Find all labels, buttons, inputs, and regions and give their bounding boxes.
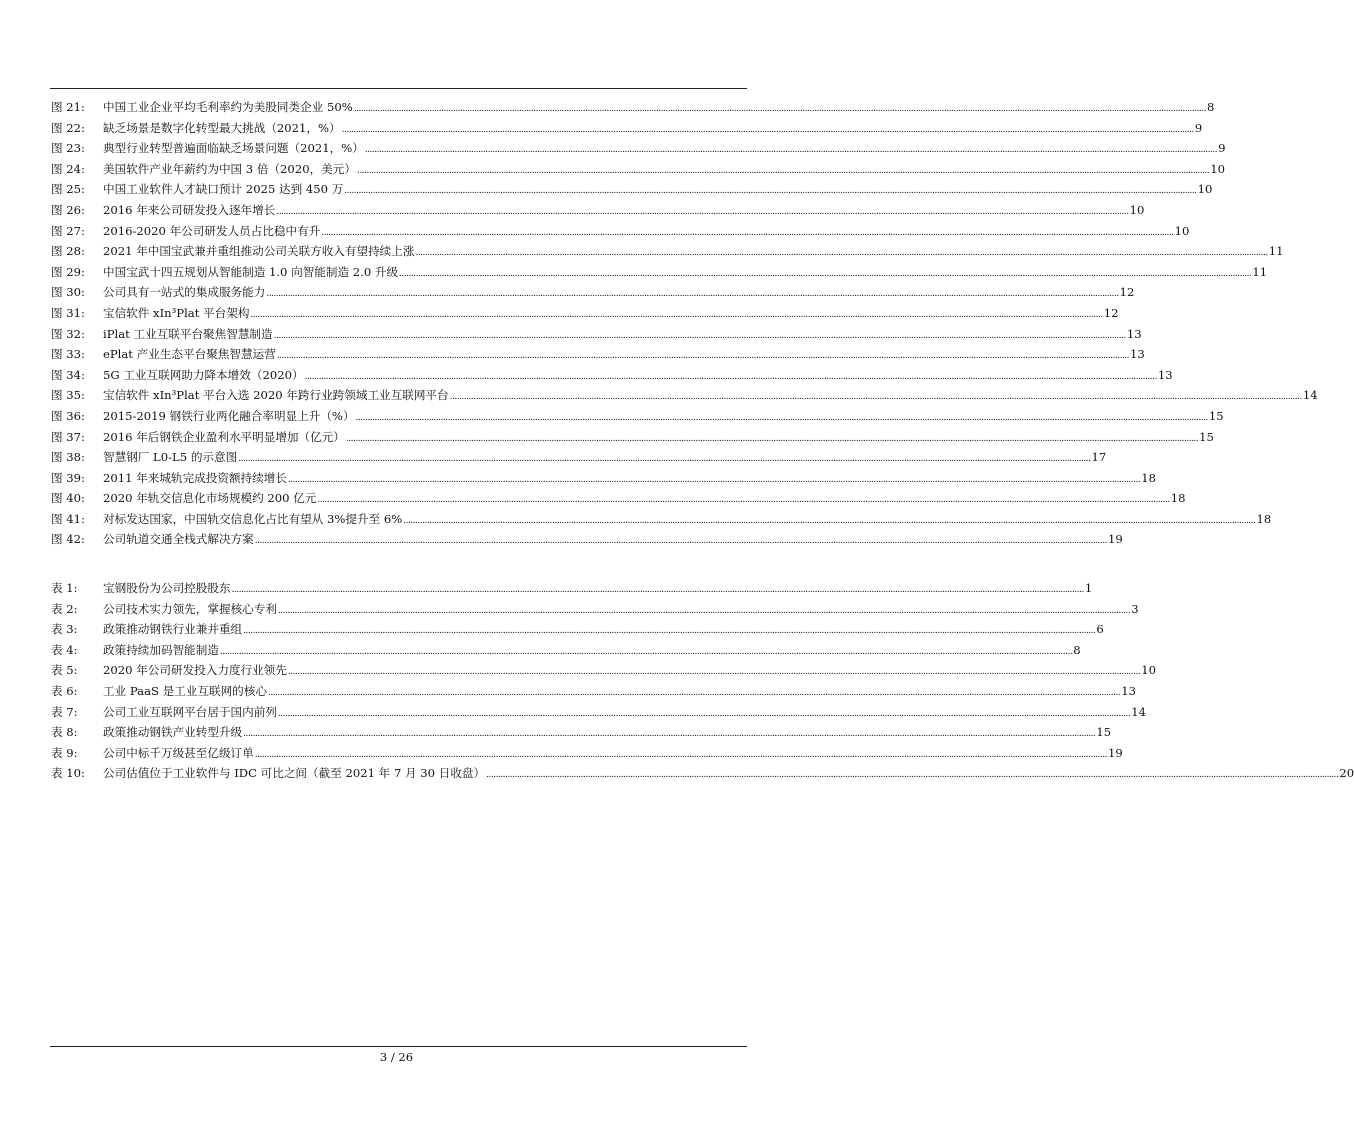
entry-label: 图 35: xyxy=(51,388,85,403)
entry-page: 17 xyxy=(1091,450,1107,465)
entry-title: 宝信软件 xIn³Plat 平台架构 xyxy=(103,305,250,320)
figure-entry[interactable] xyxy=(51,138,1226,159)
page-number: 3 / 26 xyxy=(379,1050,414,1064)
entry-page: 3 xyxy=(1131,601,1139,616)
entry-label: 图 42: xyxy=(51,532,85,547)
dot-leader xyxy=(243,722,1095,745)
entry-page: 11 xyxy=(1268,244,1284,259)
dot-leader xyxy=(238,447,1090,470)
dot-leader xyxy=(255,743,1107,766)
entry-title: 缺乏场景是数字化转型最大挑战（2021，%） xyxy=(103,120,341,135)
entry-label: 图 30: xyxy=(51,285,85,300)
dot-leader xyxy=(346,427,1198,450)
entry-label: 图 34: xyxy=(51,367,85,382)
entry-page: 10 xyxy=(1174,223,1190,238)
table-entry[interactable] xyxy=(51,599,1139,620)
entry-page: 8 xyxy=(1073,642,1081,657)
dot-leader xyxy=(450,385,1302,408)
entry-page: 15 xyxy=(1199,429,1214,444)
dot-leader xyxy=(278,702,1130,725)
table-list xyxy=(51,578,1354,784)
figure-entry[interactable] xyxy=(51,97,1215,118)
entry-page: 11 xyxy=(1252,264,1268,279)
entry-label: 图 38: xyxy=(51,450,85,465)
entry-label: 图 22: xyxy=(51,120,85,135)
figure-entry[interactable] xyxy=(51,221,1190,242)
entry-title: 2016-2020 年公司研发人员占比稳中有升 xyxy=(103,223,321,238)
entry-page: 18 xyxy=(1141,470,1156,485)
table-entry[interactable] xyxy=(51,619,1104,640)
entry-label: 图 28: xyxy=(51,244,85,259)
figure-entry[interactable] xyxy=(51,159,1225,180)
entry-label: 表 4: xyxy=(51,642,78,657)
entry-title: 对标发达国家，中国轨交信息化占比有望从 3%提升至 6% xyxy=(103,511,403,526)
dot-leader xyxy=(357,159,1209,182)
entry-title: 2016 年来公司研发投入逐年增长 xyxy=(103,202,276,217)
entry-page: 18 xyxy=(1170,491,1186,506)
figure-entry[interactable] xyxy=(51,282,1135,303)
entry-title: ePlat 产业生态平台聚焦智慧运营 xyxy=(103,347,276,362)
entry-page: 18 xyxy=(1256,511,1272,526)
entry-page: 6 xyxy=(1096,622,1104,637)
entry-label: 图 25: xyxy=(51,182,85,197)
dot-leader xyxy=(486,763,1338,786)
figure-entry[interactable] xyxy=(51,303,1119,324)
dot-leader xyxy=(354,97,1206,120)
dot-leader xyxy=(415,241,1267,264)
entry-title: 公司估值位于工业软件与 IDC 可比之间（截至 2021 年 7 月 30 日收盘） xyxy=(103,766,486,781)
entry-title: 中国宝武十四五规划从智能制造 1.0 向智能制造 2.0 升级 xyxy=(103,264,399,279)
header-rule xyxy=(50,88,747,89)
figure-entry[interactable] xyxy=(51,488,1186,509)
figure-entry[interactable] xyxy=(51,118,1203,139)
dot-leader xyxy=(274,324,1126,347)
dot-leader xyxy=(268,681,1120,704)
entry-title: 公司具有一站式的集成服务能力 xyxy=(103,285,266,300)
entry-title: 宝钢股份为公司控股股东 xyxy=(103,581,231,595)
entry-page: 19 xyxy=(1108,532,1123,547)
entry-title: 2020 年公司研发投入力度行业领先 xyxy=(103,663,287,678)
entry-title: 2020 年轨交信息化市场规模约 200 亿元 xyxy=(103,491,317,506)
entry-title: 工业 PaaS 是工业互联网的核心 xyxy=(103,683,267,698)
entry-label: 图 41: xyxy=(51,511,85,526)
table-entry[interactable] xyxy=(51,743,1123,764)
entry-label: 表 9: xyxy=(51,745,78,760)
entry-page: 12 xyxy=(1103,305,1119,320)
figure-list xyxy=(51,97,1318,550)
dot-leader xyxy=(255,529,1107,552)
entry-label: 表 5: xyxy=(51,663,78,678)
entry-title: 宝信软件 xIn³Plat 平台入选 2020 年跨行业跨领域工业互联网平台 xyxy=(103,388,449,403)
entry-label: 表 1: xyxy=(51,581,78,595)
entry-label: 图 39: xyxy=(51,470,85,485)
table-entry[interactable] xyxy=(51,722,1112,743)
entry-title: 2016 年后钢铁企业盈利水平明显增加（亿元） xyxy=(103,429,345,444)
entry-page: 15 xyxy=(1096,725,1112,740)
entry-title: 中国工业企业平均毛利率约为美股同类企业 50% xyxy=(103,100,353,114)
entry-label: 图 32: xyxy=(51,326,85,341)
dot-leader xyxy=(403,509,1255,532)
figure-entry[interactable] xyxy=(51,179,1213,200)
entry-label: 图 29: xyxy=(51,264,85,279)
entry-title: 5G 工业互联网助力降本增效（2020） xyxy=(103,367,304,382)
entry-label: 图 23: xyxy=(51,141,85,156)
entry-title: 公司轨道交通全栈式解决方案 xyxy=(103,532,254,547)
entry-title: 2015-2019 钢铁行业两化融合率明显上升（%） xyxy=(103,408,355,423)
entry-title: 2011 年来城轨完成投资额持续增长 xyxy=(103,470,287,485)
entry-page: 10 xyxy=(1141,663,1156,678)
dot-leader xyxy=(278,599,1130,622)
figure-entry[interactable] xyxy=(51,200,1145,221)
figure-entry[interactable] xyxy=(51,406,1224,427)
dot-leader xyxy=(250,303,1102,326)
entry-title: 公司技术实力领先，掌握核心专利 xyxy=(103,601,277,616)
entry-title: 智慧钢厂 L0-L5 的示意图 xyxy=(103,450,238,465)
figure-entry[interactable] xyxy=(51,324,1142,345)
entry-label: 图 24: xyxy=(51,161,85,176)
entry-page: 12 xyxy=(1119,285,1135,300)
dot-leader xyxy=(266,282,1118,305)
entry-label: 表 8: xyxy=(51,725,78,740)
entry-page: 1 xyxy=(1084,581,1093,595)
dot-leader xyxy=(399,262,1251,285)
entry-page: 13 xyxy=(1126,326,1142,341)
entry-label: 表 6: xyxy=(51,683,78,698)
entry-page: 14 xyxy=(1302,388,1318,403)
figure-entry[interactable] xyxy=(51,344,1145,365)
table-entry[interactable] xyxy=(51,660,1156,681)
entry-label: 图 33: xyxy=(51,347,85,362)
entry-page: 15 xyxy=(1208,408,1224,423)
figure-entry[interactable] xyxy=(51,529,1123,550)
entry-title: 美国软件产业年薪约为中国 3 倍（2020，美元） xyxy=(103,161,356,176)
table-entry[interactable] xyxy=(51,578,1093,599)
dot-leader xyxy=(321,221,1173,244)
entry-title: 公司中标千万级甚至亿级订单 xyxy=(103,745,254,760)
entry-page: 13 xyxy=(1121,683,1136,698)
figure-entry[interactable] xyxy=(51,427,1214,448)
figure-entry[interactable] xyxy=(51,385,1318,406)
entry-page: 10 xyxy=(1197,182,1213,197)
entry-page: 13 xyxy=(1130,347,1145,362)
dot-leader xyxy=(317,488,1169,511)
entry-label: 图 36: xyxy=(51,408,85,423)
entry-title: 政策推动钢铁产业转型升级 xyxy=(103,725,243,740)
dot-leader xyxy=(356,406,1208,429)
table-entry[interactable] xyxy=(51,681,1136,702)
figure-entry[interactable] xyxy=(51,468,1156,489)
entry-page: 14 xyxy=(1131,704,1146,719)
entry-title: 政策持续加码智能制造 xyxy=(103,642,219,657)
dot-leader xyxy=(220,640,1072,663)
figure-entry[interactable] xyxy=(51,447,1107,468)
entry-title: 典型行业转型普遍面临缺乏场景问题（2021，%） xyxy=(103,141,364,156)
entry-label: 图 26: xyxy=(51,202,85,217)
entry-page: 19 xyxy=(1108,745,1123,760)
entry-label: 图 31: xyxy=(51,305,85,320)
dot-leader xyxy=(243,619,1095,642)
entry-title: 公司工业互联网平台居于国内前列 xyxy=(103,704,277,719)
entry-label: 表 7: xyxy=(51,704,78,719)
entry-label: 图 40: xyxy=(51,491,85,506)
entry-title: 中国工业软件人才缺口预计 2025 达到 450 万 xyxy=(103,182,344,197)
entry-page: 9 xyxy=(1218,141,1226,156)
entry-title: iPlat 工业互联平台聚焦智慧制造 xyxy=(103,326,273,341)
entry-title: 政策推动钢铁行业兼并重组 xyxy=(103,622,243,637)
entry-label: 图 37: xyxy=(51,429,85,444)
figure-entry[interactable] xyxy=(51,509,1272,530)
entry-label: 图 27: xyxy=(51,223,85,238)
dot-leader xyxy=(365,138,1217,161)
table-entry[interactable] xyxy=(51,640,1081,661)
dot-leader xyxy=(232,578,1084,601)
figure-entry[interactable] xyxy=(51,241,1284,262)
dot-leader xyxy=(288,660,1140,683)
dot-leader xyxy=(277,344,1129,367)
dot-leader xyxy=(276,200,1128,223)
dot-leader xyxy=(344,179,1196,202)
entry-page: 8 xyxy=(1207,100,1215,114)
entry-label: 图 21: xyxy=(51,100,85,114)
entry-page: 20 xyxy=(1339,766,1354,781)
figure-entry[interactable] xyxy=(51,262,1268,283)
table-entry[interactable] xyxy=(51,702,1146,723)
entry-page: 10 xyxy=(1210,161,1225,176)
figure-entry[interactable] xyxy=(51,365,1173,386)
entry-page: 13 xyxy=(1157,367,1173,382)
table-entry[interactable] xyxy=(51,763,1354,784)
entry-label: 表 2: xyxy=(51,601,78,616)
footer-rule xyxy=(50,1046,747,1047)
dot-leader xyxy=(342,118,1194,141)
entry-page: 10 xyxy=(1129,202,1145,217)
entry-label: 表 10: xyxy=(51,766,85,781)
entry-page: 9 xyxy=(1194,120,1203,135)
entry-title: 2021 年中国宝武兼并重组推动公司关联方收入有望持续上涨 xyxy=(103,244,415,259)
dot-leader xyxy=(288,468,1140,491)
dot-leader xyxy=(305,365,1157,388)
entry-label: 表 3: xyxy=(51,622,78,637)
